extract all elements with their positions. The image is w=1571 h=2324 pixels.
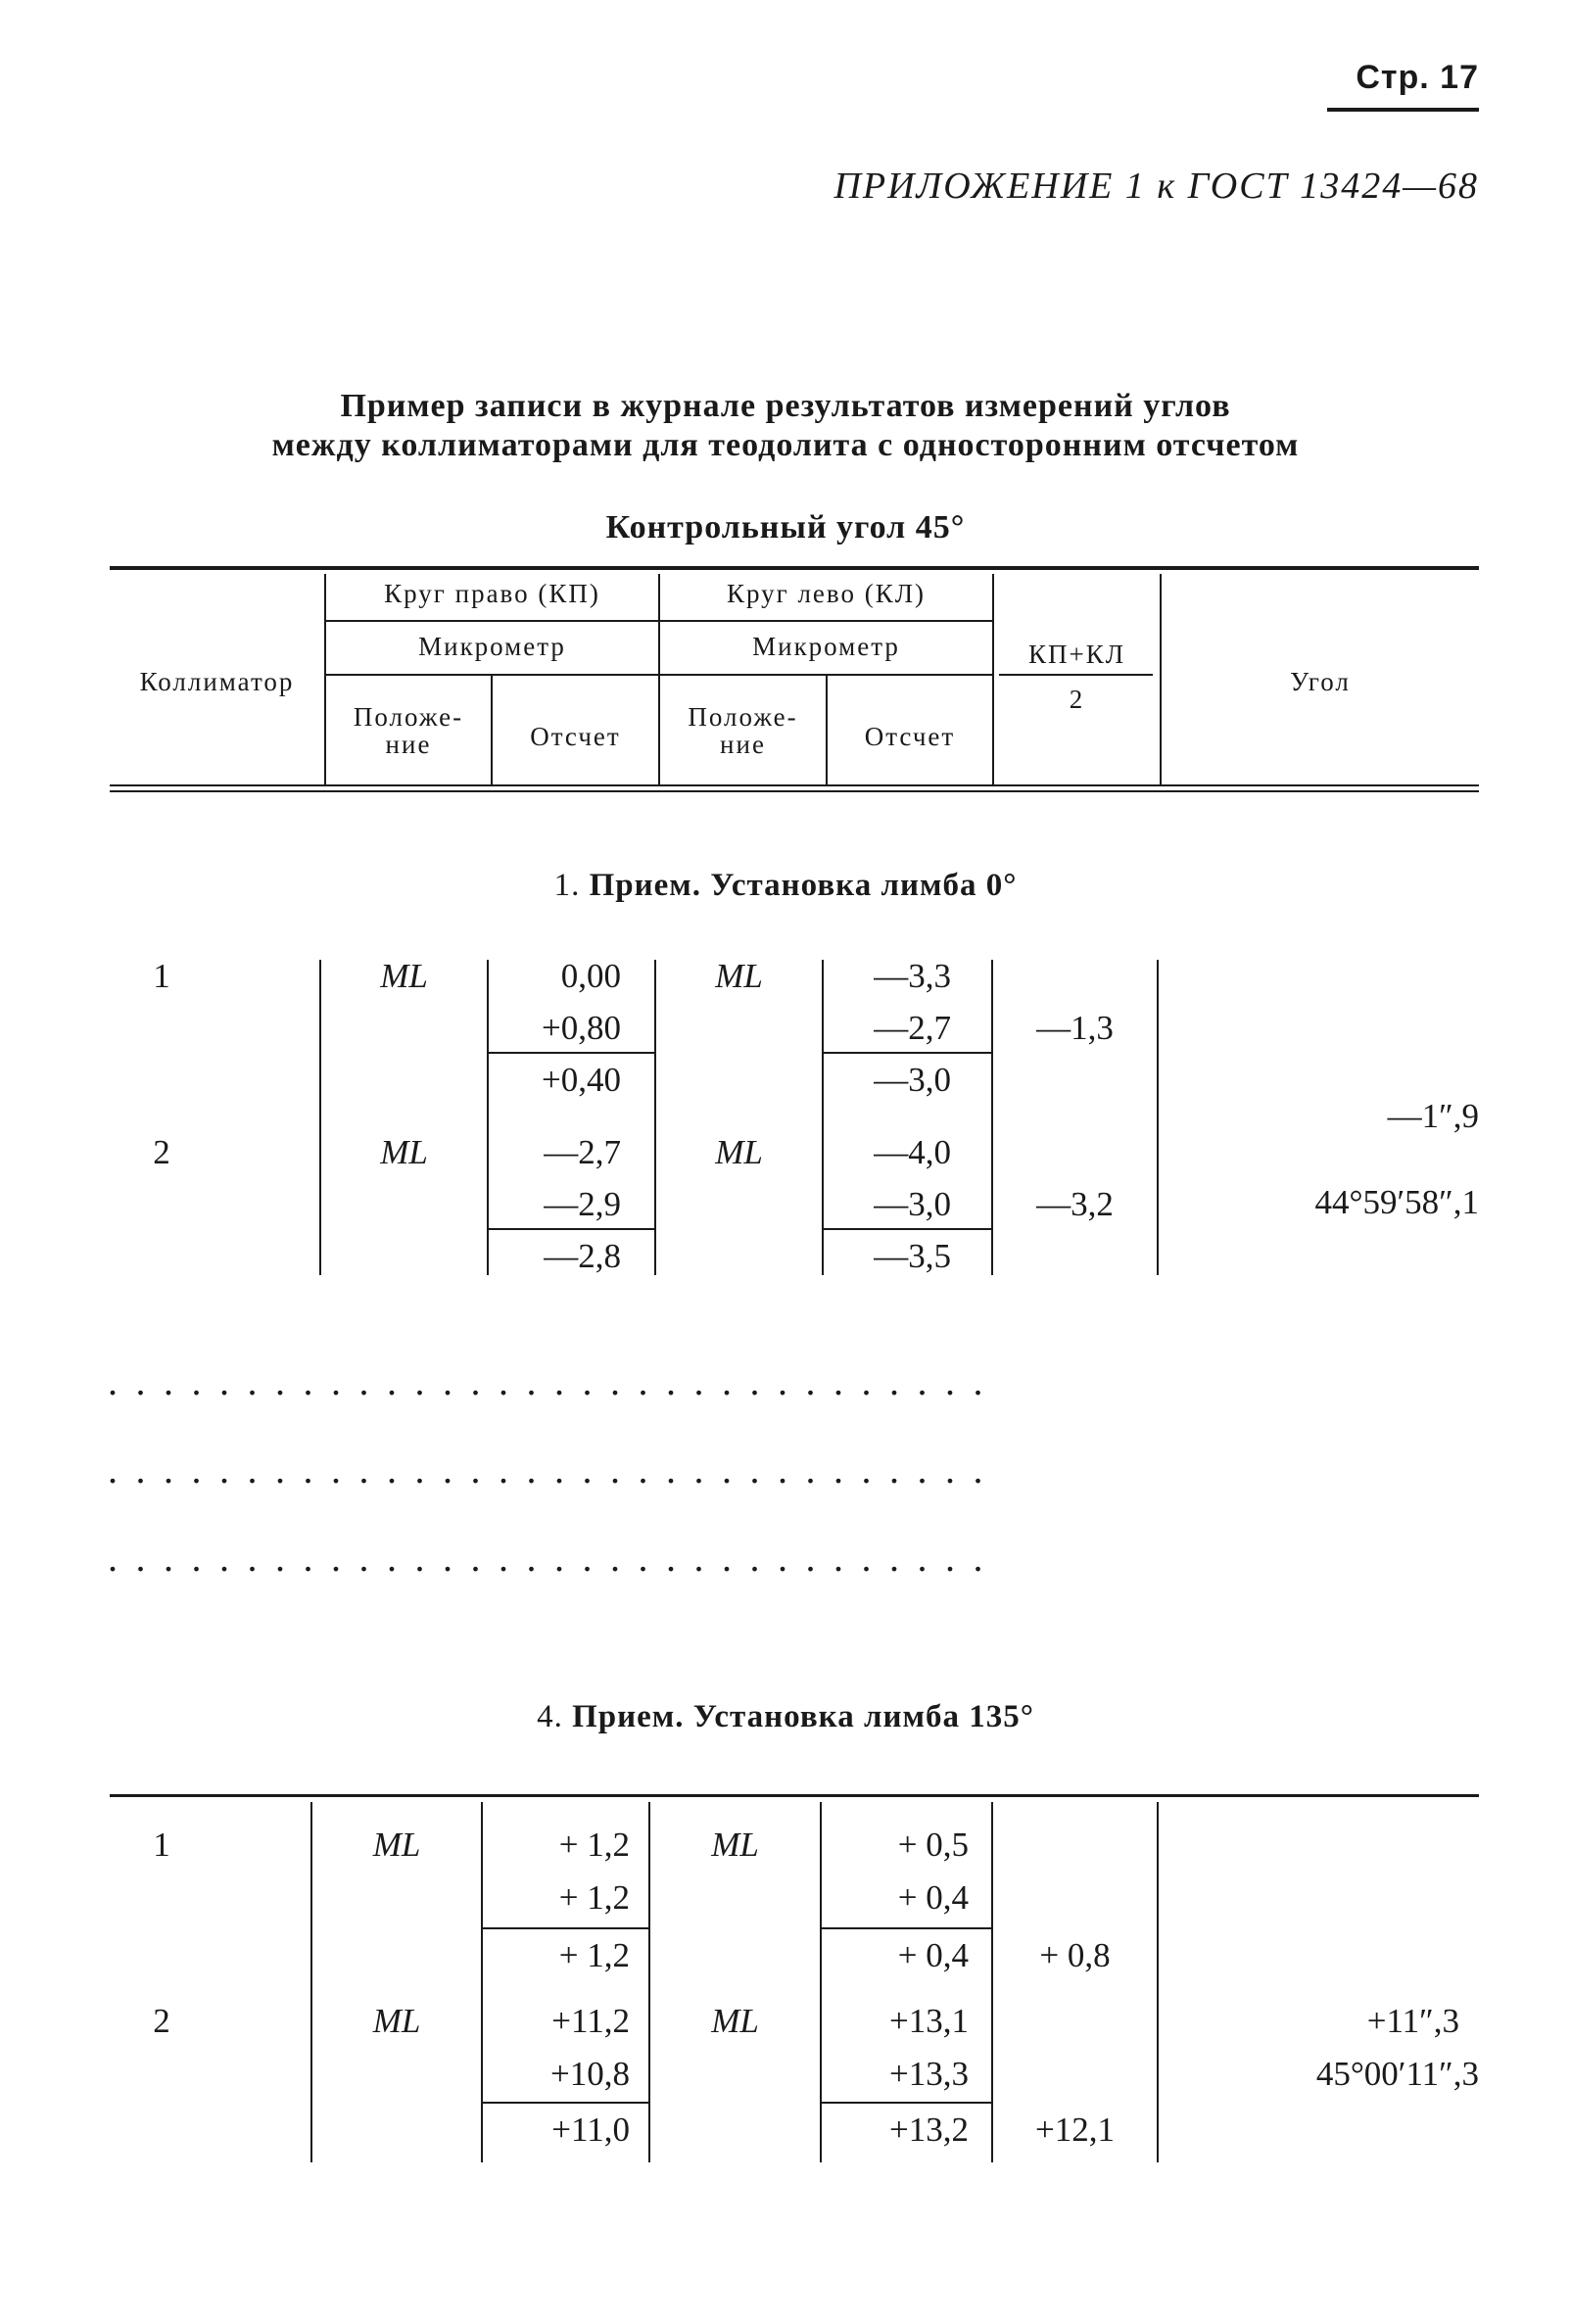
position-right-header: Положе- ние: [353, 702, 464, 759]
circle-left-header: Круг лево (КЛ): [726, 579, 927, 608]
section-4-number: 4.: [537, 1699, 563, 1734]
kp-reading-mean: +11,0: [551, 2111, 630, 2149]
kp-kl-average: —1,3: [1036, 1009, 1114, 1047]
ellipsis-row: ................................: [108, 1359, 1001, 1403]
header-rule: [324, 674, 992, 676]
kl-reading-mean: —3,0: [874, 1061, 951, 1099]
micrometer-left-header: Микрометр: [752, 632, 900, 661]
kp-reading: 0,00: [560, 957, 621, 995]
section-4-title: [147, 1699, 1424, 1735]
kl-position: ML: [715, 957, 763, 995]
kp-kl-average: + 0,8: [1039, 1936, 1111, 1974]
ellipsis-row: ................................: [108, 1536, 1001, 1580]
kl-reading: +13,3: [889, 2055, 969, 2093]
title-line-2: между коллиматорами для теодолита с односторонним отсчетом: [271, 427, 1300, 463]
angle-value: 45°00′11″,3: [1315, 2055, 1479, 2093]
sum-rule: [483, 1927, 648, 1929]
appendix-label: ПРИЛОЖЕНИЕ 1 к ГОСТ 13424—68: [833, 166, 1479, 207]
section-1-heading: Прием. Установка лимба 0°: [589, 868, 1018, 903]
collimator-id: 2: [153, 2002, 170, 2040]
document-title: [147, 387, 1424, 465]
header-rule: [324, 620, 992, 622]
kp-position: ML: [372, 1826, 421, 1864]
control-angle-title: Контрольный угол 45°: [605, 509, 966, 545]
circle-right-header: Круг право (КП): [384, 579, 600, 608]
column-divider: [1157, 1802, 1159, 2162]
kl-reading: + 0,4: [897, 1878, 969, 1917]
kp-position: ML: [380, 957, 428, 995]
angle-value: 44°59′58″,1: [1314, 1183, 1479, 1221]
kp-reading-mean: + 1,2: [558, 1936, 630, 1974]
collimator-id: 1: [153, 957, 170, 995]
kp-position: ML: [372, 2002, 421, 2040]
kp-kl-average: +12,1: [1035, 2111, 1115, 2149]
kp-reading-mean: +0,40: [542, 1061, 621, 1099]
column-divider: [654, 960, 656, 1275]
kl-position: ML: [715, 1133, 763, 1171]
kp-reading: +10,8: [550, 2055, 630, 2093]
kl-reading: —3,3: [874, 957, 951, 995]
collimator-header: Коллиматор: [139, 667, 295, 696]
title-line-1: Пример записи в журнале результатов измерений углов: [340, 388, 1231, 424]
header-bottom-rule-2: [110, 790, 1479, 792]
reading-right-header: Отсчет: [530, 722, 621, 751]
angle-difference: —1″,9: [1387, 1097, 1479, 1135]
position-left-header: Положе- ние: [688, 702, 798, 759]
kp-reading: +11,2: [551, 2002, 630, 2040]
kl-reading-mean: +13,2: [889, 2111, 969, 2149]
angle-header: Угол: [1290, 667, 1351, 696]
column-divider: [319, 960, 321, 1275]
column-divider: [1157, 960, 1159, 1275]
section-4-top-rule: [110, 1794, 1479, 1797]
kp-reading: + 1,2: [558, 1826, 630, 1864]
sum-rule: [489, 1228, 654, 1230]
page-number: Стр. 17: [1356, 59, 1479, 96]
kl-reading-mean: + 0,4: [897, 1936, 969, 1974]
sum-rule: [483, 2102, 648, 2104]
sum-rule: [822, 2102, 991, 2104]
kl-reading: —2,7: [874, 1009, 951, 1047]
sum-rule: [489, 1052, 654, 1054]
angle-difference: +11″,3: [1366, 2002, 1459, 2040]
sum-rule: [822, 1927, 991, 1929]
section-1-title: [147, 868, 1424, 904]
reading-left-header: Отсчет: [864, 722, 956, 751]
sum-rule: [824, 1052, 991, 1054]
fraction-bar: [999, 674, 1153, 676]
kp-kl-average: —3,2: [1036, 1185, 1114, 1223]
sum-rule: [824, 1228, 991, 1230]
kp-reading: —2,7: [544, 1133, 621, 1171]
header-top-rule: [110, 566, 1479, 570]
header-bottom-rule-1: [110, 784, 1479, 786]
section-1-number: 1.: [553, 868, 581, 903]
kl-position: ML: [711, 2002, 759, 2040]
kl-reading-mean: —3,5: [874, 1237, 951, 1275]
kp-position: ML: [380, 1133, 428, 1171]
kp-reading-mean: —2,8: [544, 1237, 621, 1275]
collimator-id: 1: [153, 1826, 170, 1864]
kp-reading: + 1,2: [558, 1878, 630, 1917]
kl-reading: —4,0: [874, 1133, 951, 1171]
kl-reading: +13,1: [889, 2002, 969, 2040]
header-divider: [992, 574, 994, 784]
collimator-id: 2: [153, 1133, 170, 1171]
kl-position: ML: [711, 1826, 759, 1864]
kp-kl-numerator: КП+КЛ: [1027, 640, 1126, 669]
ellipsis-row: ................................: [108, 1447, 1001, 1492]
kl-reading: + 0,5: [897, 1826, 969, 1864]
kp-kl-denominator: 2: [1069, 685, 1085, 714]
kp-reading: —2,9: [544, 1185, 621, 1223]
page-number-rule: [1327, 108, 1479, 112]
kp-reading: +0,80: [542, 1009, 621, 1047]
micrometer-right-header: Микрометр: [418, 632, 566, 661]
kl-reading: —3,0: [874, 1185, 951, 1223]
section-4-heading: Прием. Установка лимба 135°: [572, 1699, 1034, 1734]
